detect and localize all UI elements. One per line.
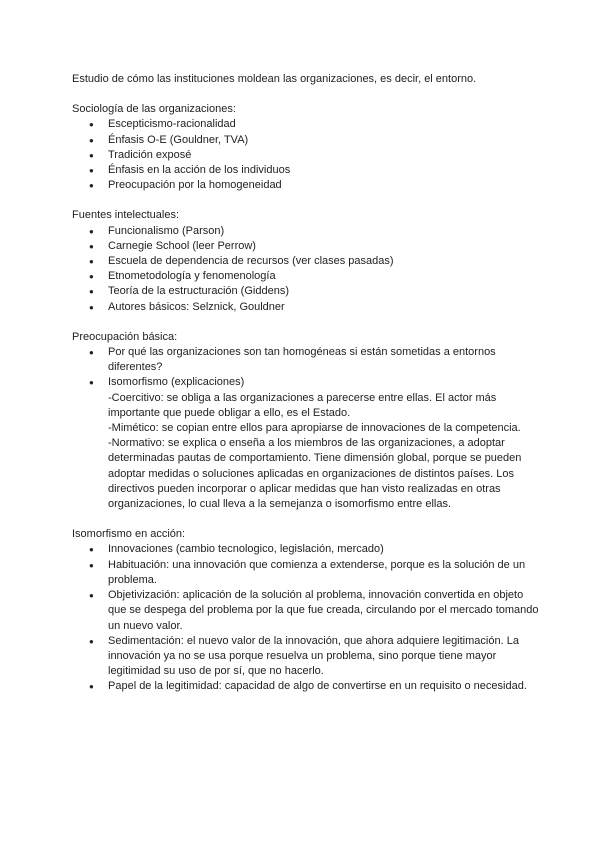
section-heading: Preocupación básica: [72,330,178,343]
bullet-list [72,224,540,315]
bullet-list [72,345,540,512]
list-item: ● Escuela de dependencia de recursos (ver clases pasadas) [72,254,540,269]
list-item-label: Isomorfismo (explicaciones) [108,376,245,389]
section-sociologia [72,102,540,193]
list-item: ● Tradición exposé [72,148,540,163]
section-heading: Fuentes intelectuales: [72,209,180,222]
section-heading: Isomorfismo en acción: [72,528,186,541]
list-item: ● Énfasis en la acción de los individuos [72,163,540,178]
list-item: ● Por qué las organizaciones son tan homogéneas si están sometidas a entornos diferentes? [72,345,540,375]
isomorfismo-mimetico: -Mimético: se copian entre ellos para apropiarse de innovaciones de la competencia. [108,422,521,435]
list-item: ● Preocupación por la homogeneidad [72,178,540,193]
list-item: ● Funcionalismo (Parson) [72,224,540,239]
list-item: ● Etnometodología y fenomenología [72,269,540,284]
section-fuentes [72,208,540,314]
isomorfismo-normativo: -Normativo: se explica o enseña a los miembros de las organizaciones, a adoptar determinadas pautas de comportamiento. Tiene dimensión global, porque se pueden adoptar medidas o soluciones aplicadas en organizaciones de distintos países. Los directivos pueden incorporar o aplicar medidas que han visto realizadas en otras organizaciones, lo cual lleva a la semejanza o isomorfismo entre ellas. [108,437,522,511]
list-item: ● Carnegie School (leer Perrow) [72,239,540,254]
list-item: ● Innovaciones (cambio tecnologico, legislación, mercado) [72,542,540,557]
list-item: ● Énfasis O-E (Gouldner, TVA) [72,133,540,148]
isomorfismo-coercitivo: -Coercitivo: se obliga a las organizaciones a parecerse entre ellas. El actor más importante que puede obligar a ello, es el Estado. [108,391,497,419]
bullet-list [72,542,540,694]
section-isomorfismo-accion [72,527,540,694]
list-item: ● Sedimentación: el nuevo valor de la innovación, que ahora adquiere legitimación. La innovación ya no se usa porque resuelva un problema, sino porque tiene mayor legitimidad su uso de por sí, que no hacerlo. [72,634,540,680]
list-item: ● Habituación: una innovación que comienza a extenderse, porque es la solución de un problema. [72,558,540,588]
bullet-list [72,117,540,193]
list-item: ● Escepticismo-racionalidad [72,117,540,132]
section-preocupacion [72,330,540,512]
list-item-isomorfismo [72,375,540,512]
list-item: ● Teoría de la estructuración (Giddens) [72,284,540,299]
list-item: ● Autores básicos: Selznick, Gouldner [72,300,540,315]
intro-paragraph: Estudio de cómo las instituciones moldean las organizaciones, es decir, el entorno. [72,73,477,85]
list-item: ● Papel de la legitimidad: capacidad de algo de convertirse en un requisito o necesidad. [72,679,540,694]
list-item: ● Objetivización: aplicación de la solución al problema, innovación convertida en objeto que se despega del problema por la que fue creada, circulando por el mercado tomando un nuevo valor. [72,588,540,634]
section-heading: Sociología de las organizaciones: [72,103,236,116]
